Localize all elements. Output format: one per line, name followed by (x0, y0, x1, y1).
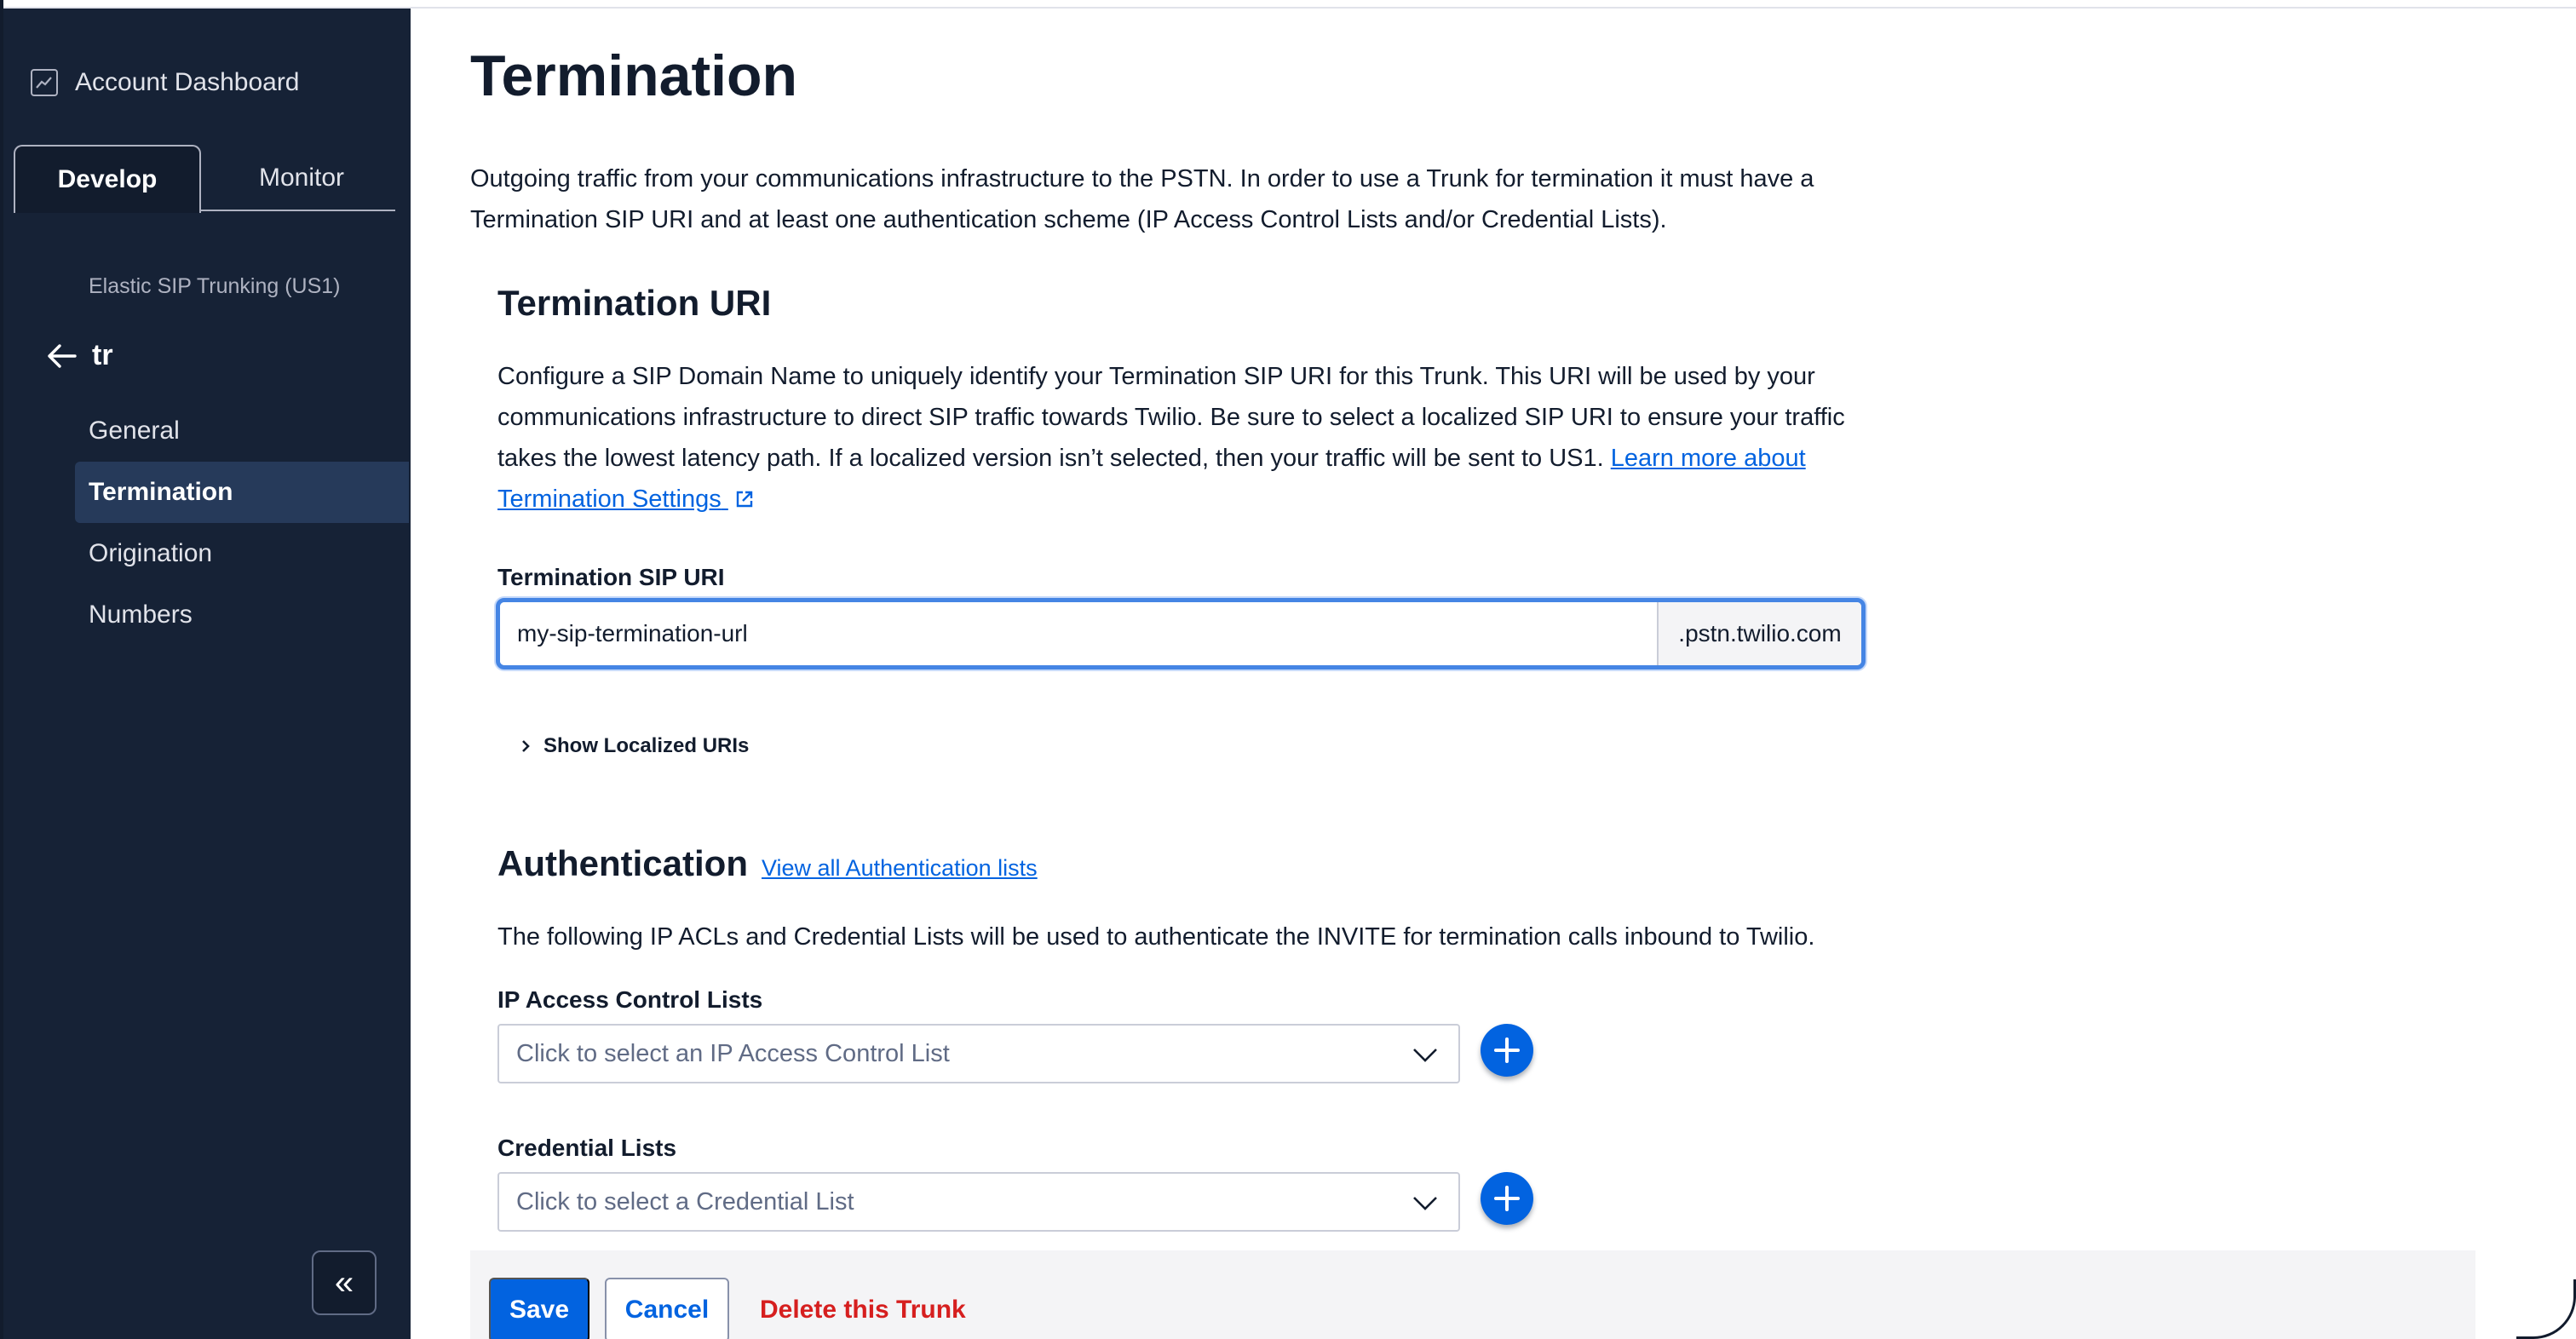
tab-develop[interactable]: Develop (14, 145, 201, 213)
delete-trunk-button[interactable]: Delete this Trunk (760, 1296, 966, 1324)
termination-sip-uri-label: Termination SIP URI (497, 564, 725, 590)
termination-uri-heading: Termination URI (497, 283, 772, 323)
double-chevron-left-icon: « (334, 1263, 354, 1302)
sidebar-item-origination[interactable]: Origination (89, 539, 213, 567)
sidebar-tabs (14, 145, 395, 211)
sidebar-item-general[interactable]: General (89, 417, 180, 445)
window-left-edge (0, 0, 3, 1339)
plus-icon (1492, 1036, 1521, 1065)
add-ip-acl-button[interactable] (1481, 1024, 1533, 1077)
learn-more-link-label: Learn more about Termination Settings (497, 445, 1806, 513)
credential-list-placeholder: Click to select a Credential List (516, 1187, 854, 1215)
chart-icon (31, 69, 58, 96)
termination-uri-description (497, 356, 1895, 520)
page-title: Termination (470, 43, 798, 108)
save-button[interactable]: Save (489, 1278, 589, 1339)
authentication-description: The following IP ACLs and Credential Lists will be used to authenticate the INVITE for termination calls inbound to Twilio. (497, 923, 1815, 951)
uri-domain-suffix: .pstn.twilio.com (1657, 602, 1861, 665)
ip-acl-label: IP Access Control Lists (497, 986, 763, 1013)
arrow-left-icon (46, 343, 77, 369)
trunk-name: tr (92, 339, 113, 371)
chevron-right-icon (520, 738, 532, 754)
cancel-button[interactable]: Cancel (605, 1278, 729, 1339)
window-top-edge (0, 0, 2576, 9)
sidebar-nav (75, 400, 409, 646)
plus-icon (1492, 1184, 1521, 1213)
chevron-down-icon (1411, 1189, 1440, 1216)
sidebar-item-numbers[interactable]: Numbers (89, 601, 193, 629)
account-dashboard-label: Account Dashboard (75, 68, 300, 96)
ip-acl-select[interactable] (497, 1024, 1460, 1083)
page-intro: Outgoing traffic from your communications infrastructure to the PSTN. In order to use a Trunk for termination it must have a Termination SIP URI and at least one authentication scheme (IP Access Control Lists and/or Credential Lists). (470, 165, 1814, 233)
external-link-icon (733, 488, 756, 510)
credential-lists-label: Credential Lists (497, 1135, 677, 1161)
view-all-auth-lists-link[interactable]: View all Authentication lists (762, 855, 1038, 881)
show-localized-uris-toggle[interactable] (520, 734, 749, 758)
tab-monitor[interactable]: Monitor (258, 164, 345, 192)
action-bar (470, 1250, 2475, 1339)
add-credential-list-button[interactable] (1481, 1172, 1533, 1225)
chevron-down-icon (1411, 1041, 1440, 1068)
credential-list-select[interactable] (497, 1172, 1460, 1232)
sidebar-item-termination[interactable]: Termination (75, 462, 409, 523)
termination-sip-uri-input[interactable] (500, 602, 1657, 665)
sidebar (0, 9, 411, 1339)
main-content (411, 9, 2576, 1339)
collapse-sidebar-button[interactable] (312, 1250, 377, 1315)
ip-acl-placeholder: Click to select an IP Access Control List (516, 1039, 950, 1067)
show-localized-uris-label: Show Localized URIs (543, 734, 750, 757)
back-to-trunks[interactable] (46, 339, 113, 372)
product-label: Elastic SIP Trunking (US1) (89, 274, 341, 298)
termination-uri-description-text: Configure a SIP Domain Name to uniquely identify your Termination SIP URI for this Trunk. This URI will be used by your communications infrastructure to direct SIP traffic towards Twilio. Be sure to select a localized SIP URI to ensure your traffic takes the lowest latency path. If a localized version isn’t selected, then your traffic will be sent to US1. (497, 363, 1845, 472)
termination-sip-uri-field (496, 598, 1866, 670)
authentication-heading: Authentication (497, 843, 748, 883)
account-dashboard-link[interactable] (31, 68, 300, 97)
